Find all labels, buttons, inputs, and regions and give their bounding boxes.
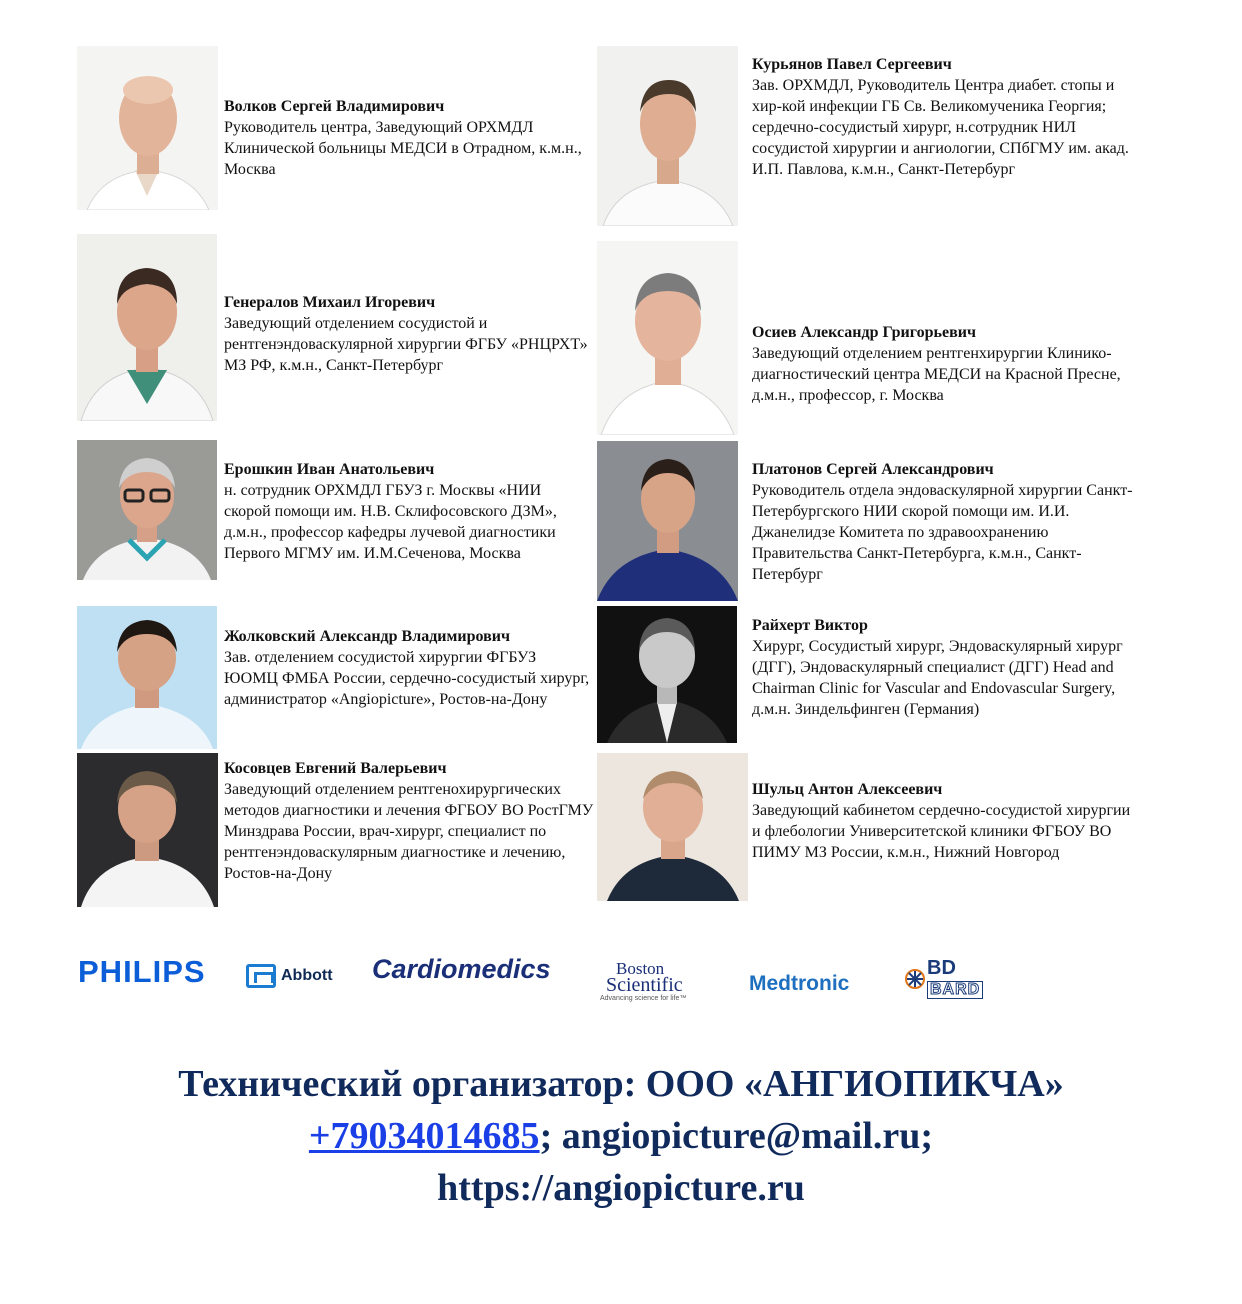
bd-bard-logo: [905, 958, 983, 999]
speaker-name: Курьянов Павел Сергеевич: [752, 56, 952, 73]
speaker-zholkovsky: [224, 626, 594, 710]
speaker-description: Заведующий отделением рентгенхирургии Клинико-диагностический центра МЕДСИ на Красной Пресне, д.м.н., профессор, г. Москва: [752, 345, 1121, 404]
speaker-description: Руководитель центра, Заведующий ОРХМДЛ Клинической больницы МЕДСИ в Отрадном, к.м.н., Москва: [224, 119, 582, 178]
speaker-photo-eroshkin: [77, 440, 217, 580]
organizer-footer: [0, 1058, 1242, 1214]
speaker-description: Заведующий кабинетом сердечно-сосудистой хирургии и флебологии Университетской клиники ФГБОУ ВО ПИМУ МЗ России, к.м.н., Нижний Новгород: [752, 802, 1131, 861]
speaker-osiev: [752, 322, 1138, 406]
speaker-photo-kuryanov: [597, 46, 738, 226]
speaker-name: Косовцев Евгений Валерьевич: [224, 760, 447, 777]
speaker-description: Зав. ОРХМДЛ, Руководитель Центра диабет. стопы и хир-кой инфекции ГБ Св. Великомученика Георгия; сердечно-сосудистый хирург, н.сотрудник НИЛ сосудистой хирургии и ангиологии, СПбГМУ им. акад. И.П. Павлова, к.м.н., Санкт-Петербург: [752, 77, 1129, 178]
boston-logo-line2: Scientific: [606, 974, 683, 996]
boston-scientific-logo: [600, 959, 687, 1004]
speaker-name: Райхерт Виктор: [752, 617, 868, 634]
speaker-kosovtsev: [224, 758, 594, 884]
speaker-photo-generalov: [77, 234, 217, 421]
speaker-description: Руководитель отдела эндоваскулярной хирургии Санкт-Петербургского НИИ скорой помощи им. И.И. Джанелидзе Комитета по здравоохранению Правительства Санкт-Петербурга, к.м.н., Санкт-Петербург: [752, 482, 1133, 583]
phone-link[interactable]: +79034014685: [308, 1115, 540, 1157]
contact-line: [0, 1110, 1242, 1162]
speaker-name: Волков Сергей Владимирович: [224, 98, 445, 115]
speaker-description: Зав. отделением сосудистой хирургии ФГБУЗ ЮОМЦ ФМБА России, сердечно-сосудистый хирург, администратор «Angiopicture», Ростов-на-Дону: [224, 649, 590, 708]
speaker-shults: [752, 779, 1138, 863]
speaker-photo-zholkovsky: [77, 606, 217, 749]
speaker-name: Ерошкин Иван Анатольевич: [224, 461, 435, 478]
speaker-name: Шульц Антон Алексеевич: [752, 781, 943, 798]
speaker-photo-volkov: [77, 46, 218, 210]
speaker-name: Платонов Сергей Александрович: [752, 461, 994, 478]
speaker-eroshkin: [224, 459, 576, 564]
speaker-name: Осиев Александр Григорьевич: [752, 324, 976, 341]
email-text: ; angiopicture@mail.ru;: [539, 1115, 934, 1157]
speaker-photo-raikhert: [597, 606, 737, 743]
speaker-generalov: [224, 292, 594, 376]
speaker-name: Жолковский Александр Владимирович: [224, 628, 511, 645]
speaker-platonov: [752, 459, 1138, 585]
bd-sunburst-icon: [905, 969, 925, 989]
speaker-photo-kosovtsev: [77, 753, 218, 907]
abbott-logo: [246, 964, 333, 988]
organizer-line: Технический организатор: ООО «АНГИОПИКЧА»: [178, 1063, 1064, 1105]
website-line: https://angiopicture.ru: [437, 1167, 805, 1209]
philips-logo: PHILIPS: [78, 954, 206, 989]
speaker-kuryanov: [752, 54, 1130, 180]
speaker-raikhert: [752, 615, 1144, 720]
speaker-photo-shults: [597, 753, 748, 901]
boston-logo-tagline: Advancing science for life™: [600, 995, 687, 1002]
bd-logo-text: BD: [927, 957, 956, 979]
abbott-mark-icon: [246, 964, 276, 988]
boston-logo-line1: Boston: [616, 959, 665, 978]
cardiomedics-logo: Cardiomedics: [372, 954, 551, 984]
bard-logo-text: BARD: [927, 981, 983, 999]
sponsor-logos: [0, 940, 1242, 1020]
abbott-logo-text: Abbott: [281, 967, 333, 984]
speaker-photo-osiev: [597, 241, 738, 435]
speaker-name: Генералов Михаил Игоревич: [224, 294, 436, 311]
medtronic-logo: Medtronic: [749, 972, 850, 995]
speaker-description: Заведующий отделением рентгенохирургических методов диагностики и лечения ФГБОУ ВО РостГМУ Минздрава России, врач-хирург, специалист по рентгенэндоваскулярным диагностике и лечению, Ростов-на-Дону: [224, 781, 594, 882]
speaker-volkov: [224, 96, 594, 180]
speaker-description: н. сотрудник ОРХМДЛ ГБУЗ г. Москвы «НИИ скорой помощи им. Н.В. Склифосовского ДЗМ», д.м.н., профессор кафедры лучевой диагностики Первого МГМУ им. И.М.Сеченова, Москва: [224, 482, 557, 562]
speaker-description: Хирург, Сосудистый хирург, Эндоваскулярный хирург (ДГГ), Эндоваскулярный специалист (ДГГ) Head and Chairman Clinic for Vascular and Endovascular Surgery, д.м.н. Зиндельфинген (Германия): [752, 638, 1123, 718]
speaker-description: Заведующий отделением сосудистой и рентгенэндоваскулярной хирургии ФГБУ «РНЦРХТ» МЗ РФ, к.м.н., Санкт-Петербург: [224, 315, 588, 374]
speaker-photo-platonov: [597, 441, 738, 601]
